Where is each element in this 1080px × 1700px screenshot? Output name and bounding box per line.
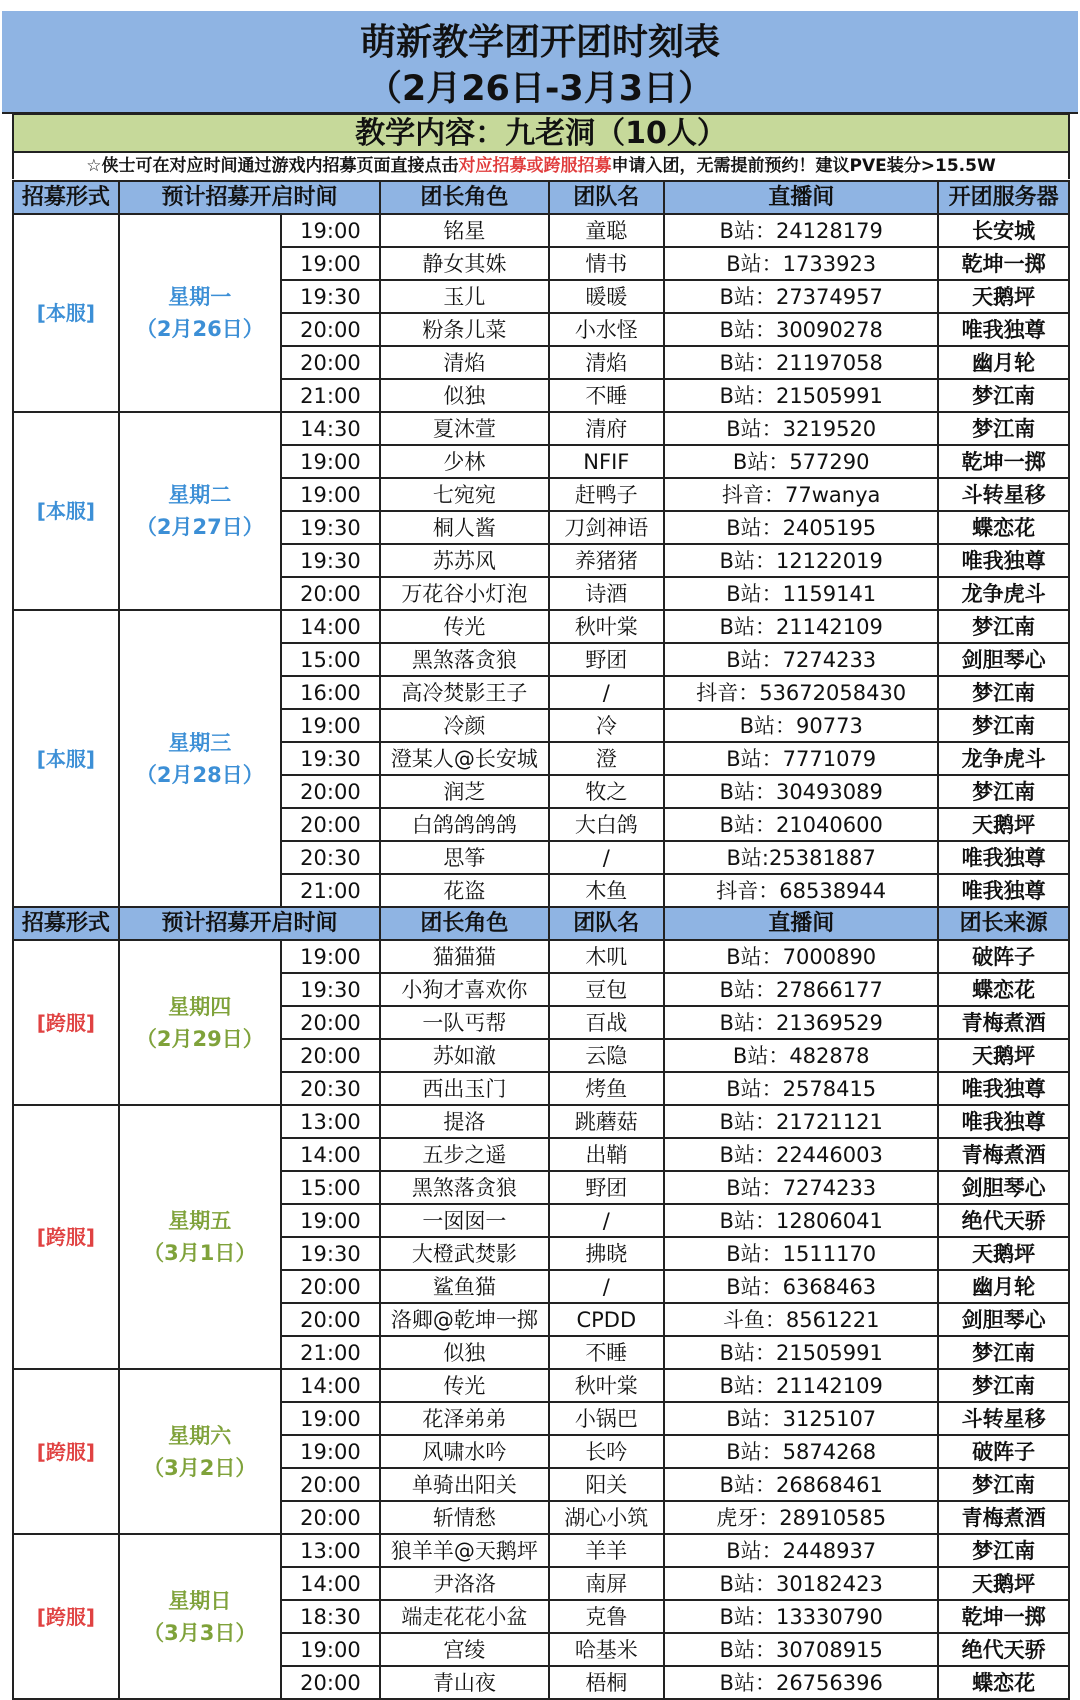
leader-cell: 桐人酱	[380, 511, 548, 544]
stream-cell: B站：13330790	[664, 1600, 938, 1633]
leader-cell: 黑煞落贪狼	[380, 643, 548, 676]
time-cell: 19:00	[281, 940, 380, 973]
team-cell: 出鞘	[549, 1138, 665, 1171]
leader-cell: 静女其姝	[380, 247, 548, 280]
stream-cell: 抖音：68538944	[664, 874, 938, 907]
stream-cell: B站：21142109	[664, 1369, 938, 1402]
team-cell: 清焰	[549, 346, 665, 379]
time-cell: 15:00	[281, 643, 380, 676]
date-range: （2月26日-3月3日）	[366, 69, 714, 109]
team-cell: 养猪猪	[549, 544, 665, 577]
weekday-cell	[119, 610, 281, 907]
server-cell: 天鹅坪	[938, 1237, 1069, 1270]
server-cell: 破阵子	[938, 1435, 1069, 1468]
leader-cell: 小狗才喜欢你	[380, 973, 548, 1006]
server-cell: 梦江南	[938, 412, 1069, 445]
leader-cell: 单骑出阳关	[380, 1468, 548, 1501]
leader-cell: 端走花花小盆	[380, 1600, 548, 1633]
table-row	[13, 940, 1069, 973]
team-cell: 羊羊	[549, 1534, 665, 1567]
leader-cell: 澄某人@长安城	[380, 742, 548, 775]
notice-suffix: 申请入团，无需提前预约！建议PVE装分>15.5W	[611, 156, 996, 176]
time-cell: 19:00	[281, 247, 380, 280]
leader-cell: 斩情愁	[380, 1501, 548, 1534]
time-cell: 19:00	[281, 1204, 380, 1237]
leader-cell: 白鸽鸽鸽鸽	[380, 808, 548, 841]
table-row	[13, 412, 1069, 445]
table-row	[13, 1105, 1069, 1138]
stream-cell: B站：30493089	[664, 775, 938, 808]
leader-cell: 五步之遥	[380, 1138, 548, 1171]
team-cell: /	[549, 841, 665, 874]
subject-bar: 教学内容：九老洞（10人）	[12, 113, 1070, 153]
recruit-type-cell: [跨服]	[13, 1369, 119, 1534]
weekday-date: （2月29日）	[135, 1026, 264, 1051]
stream-cell: B站：21721121	[664, 1105, 938, 1138]
header-row	[13, 907, 1069, 940]
header-server: 团长来源	[938, 907, 1069, 940]
server-cell: 青梅煮酒	[938, 1501, 1069, 1534]
time-cell: 20:00	[281, 577, 380, 610]
leader-cell: 夏沐萱	[380, 412, 548, 445]
stream-cell: B站：2578415	[664, 1072, 938, 1105]
server-cell: 梦江南	[938, 1468, 1069, 1501]
weekday-date: （3月2日）	[143, 1455, 257, 1480]
server-cell: 天鹅坪	[938, 280, 1069, 313]
time-cell: 21:00	[281, 379, 380, 412]
notice-highlight: 对应招募或跨服招募	[458, 156, 612, 176]
leader-cell: 七宛宛	[380, 478, 548, 511]
stream-cell: B站：1733923	[664, 247, 938, 280]
leader-cell: 冷颜	[380, 709, 548, 742]
weekday-cell	[119, 1105, 281, 1369]
stream-cell: B站：22446003	[664, 1138, 938, 1171]
stream-cell: B站：21040600	[664, 808, 938, 841]
leader-cell: 鲨鱼猫	[380, 1270, 548, 1303]
weekday-label: 星期三	[168, 730, 232, 755]
leader-cell: 万花谷小灯泡	[380, 577, 548, 610]
server-cell: 长安城	[938, 214, 1069, 247]
recruit-type-cell: [本服]	[13, 412, 119, 610]
server-cell: 龙争虎斗	[938, 742, 1069, 775]
stream-cell: B站：30182423	[664, 1567, 938, 1600]
header-type: 招募形式	[13, 181, 119, 214]
team-cell: 野团	[549, 643, 665, 676]
leader-cell: 苏苏风	[380, 544, 548, 577]
weekday-label: 星期一	[168, 285, 232, 309]
team-cell: 不睡	[549, 1336, 665, 1369]
server-cell: 斗转星移	[938, 1402, 1069, 1435]
time-cell: 20:30	[281, 841, 380, 874]
notice-bar	[12, 153, 1070, 179]
team-cell: 秋叶棠	[549, 1369, 665, 1402]
server-cell: 天鹅坪	[938, 1567, 1069, 1600]
time-cell: 14:00	[281, 1138, 380, 1171]
leader-cell: 一囡囡一	[380, 1204, 548, 1237]
leader-cell: 洛卿@乾坤一掷	[380, 1303, 548, 1336]
time-cell: 20:00	[281, 808, 380, 841]
team-cell: 小水怪	[549, 313, 665, 346]
time-cell: 20:00	[281, 775, 380, 808]
team-cell: 清府	[549, 412, 665, 445]
server-cell: 龙争虎斗	[938, 577, 1069, 610]
server-cell: 破阵子	[938, 940, 1069, 973]
team-cell: 跳蘑菇	[549, 1105, 665, 1138]
team-cell: 不睡	[549, 379, 665, 412]
team-cell: /	[549, 676, 665, 709]
leader-cell: 尹洛洛	[380, 1567, 548, 1600]
leader-cell: 清焰	[380, 346, 548, 379]
server-cell: 梦江南	[938, 775, 1069, 808]
weekday-date: （2月28日）	[135, 762, 264, 787]
leader-cell: 少林	[380, 445, 548, 478]
server-cell: 绝代天骄	[938, 1204, 1069, 1237]
time-cell: 14:30	[281, 412, 380, 445]
stream-cell: B站：5874268	[664, 1435, 938, 1468]
server-cell: 唯我独尊	[938, 1072, 1069, 1105]
time-cell: 19:30	[281, 973, 380, 1006]
team-cell: 南屏	[549, 1567, 665, 1600]
time-cell: 13:00	[281, 1105, 380, 1138]
team-cell: 梧桐	[549, 1666, 665, 1699]
server-cell: 梦江南	[938, 1369, 1069, 1402]
server-cell: 蝶恋花	[938, 973, 1069, 1006]
weekday-cell	[119, 1369, 281, 1534]
header-type: 招募形式	[13, 907, 119, 940]
server-cell: 梦江南	[938, 1336, 1069, 1369]
header-server: 开团服务器	[938, 181, 1069, 214]
table-row	[13, 610, 1069, 643]
team-cell: 牧之	[549, 775, 665, 808]
leader-cell: 一队丐帮	[380, 1006, 548, 1039]
server-cell: 乾坤一掷	[938, 1600, 1069, 1633]
leader-cell: 宫绫	[380, 1633, 548, 1666]
time-cell: 18:30	[281, 1600, 380, 1633]
team-cell: /	[549, 1204, 665, 1237]
table-row	[13, 1369, 1069, 1402]
server-cell: 唯我独尊	[938, 874, 1069, 907]
time-cell: 21:00	[281, 1336, 380, 1369]
time-cell: 20:00	[281, 313, 380, 346]
header-banner	[2, 11, 1078, 114]
stream-cell: B站：12806041	[664, 1204, 938, 1237]
stream-cell: B站：12122019	[664, 544, 938, 577]
stream-cell: B站：30090278	[664, 313, 938, 346]
stream-cell: B站:25381887	[664, 841, 938, 874]
time-cell: 21:00	[281, 874, 380, 907]
team-cell: 暖暖	[549, 280, 665, 313]
team-cell: 克鲁	[549, 1600, 665, 1633]
header-row	[13, 181, 1069, 214]
time-cell: 20:00	[281, 346, 380, 379]
stream-cell: B站：577290	[664, 445, 938, 478]
leader-cell: 西出玉门	[380, 1072, 548, 1105]
server-cell: 剑胆琴心	[938, 643, 1069, 676]
time-cell: 19:00	[281, 1402, 380, 1435]
recruit-type-cell: [本服]	[13, 610, 119, 907]
server-cell: 梦江南	[938, 610, 1069, 643]
recruit-type-cell: [本服]	[13, 214, 119, 412]
time-cell: 20:30	[281, 1072, 380, 1105]
time-cell: 19:00	[281, 214, 380, 247]
weekday-date: （3月1日）	[143, 1241, 257, 1265]
weekday-cell	[119, 214, 281, 412]
time-cell: 19:00	[281, 478, 380, 511]
weekday-label: 星期四	[168, 994, 232, 1019]
stream-cell: B站：21369529	[664, 1006, 938, 1039]
leader-cell: 玉儿	[380, 280, 548, 313]
notice-prefix: ☆侠士可在对应时间通过游戏内招募页面直接点击	[86, 156, 459, 176]
server-cell: 蝶恋花	[938, 511, 1069, 544]
server-cell: 梦江南	[938, 709, 1069, 742]
header-leader: 团长角色	[380, 907, 548, 940]
schedule-table	[12, 180, 1070, 1700]
server-cell: 唯我独尊	[938, 313, 1069, 346]
page-title: 萌新教学团开团时刻表	[359, 22, 720, 63]
weekday-date: （2月26日）	[135, 317, 264, 341]
stream-cell: B站：6368463	[664, 1270, 938, 1303]
stream-cell: B站：3125107	[664, 1402, 938, 1435]
stream-cell: B站：27866177	[664, 973, 938, 1006]
header-time: 预计招募开启时间	[119, 907, 380, 940]
server-cell: 青梅煮酒	[938, 1006, 1069, 1039]
team-cell: 童聪	[549, 214, 665, 247]
stream-cell: B站：2405195	[664, 511, 938, 544]
leader-cell: 似独	[380, 1336, 548, 1369]
leader-cell: 铭星	[380, 214, 548, 247]
time-cell: 20:00	[281, 1303, 380, 1336]
team-cell: 长吟	[549, 1435, 665, 1468]
team-cell: 澄	[549, 742, 665, 775]
team-cell: 木鱼	[549, 874, 665, 907]
stream-cell: B站：21142109	[664, 610, 938, 643]
stream-cell: B站：2448937	[664, 1534, 938, 1567]
server-cell: 蝶恋花	[938, 1666, 1069, 1699]
leader-cell: 提洛	[380, 1105, 548, 1138]
time-cell: 14:00	[281, 1369, 380, 1402]
stream-cell: 抖音：53672058430	[664, 676, 938, 709]
team-cell: 大白鸽	[549, 808, 665, 841]
time-cell: 20:00	[281, 1270, 380, 1303]
leader-cell: 花盗	[380, 874, 548, 907]
weekday-cell	[119, 940, 281, 1105]
stream-cell: 斗鱼：8561221	[664, 1303, 938, 1336]
recruit-type-cell: [跨服]	[13, 1534, 119, 1699]
server-cell: 绝代天骄	[938, 1633, 1069, 1666]
server-cell: 斗转星移	[938, 478, 1069, 511]
team-cell: 阳关	[549, 1468, 665, 1501]
time-cell: 19:30	[281, 511, 380, 544]
server-cell: 唯我独尊	[938, 1105, 1069, 1138]
schedule-body	[13, 181, 1069, 1699]
stream-cell: B站：7274233	[664, 643, 938, 676]
team-cell: CPDD	[549, 1303, 665, 1336]
server-cell: 梦江南	[938, 379, 1069, 412]
time-cell: 15:00	[281, 1171, 380, 1204]
time-cell: 13:00	[281, 1534, 380, 1567]
table-row	[13, 1534, 1069, 1567]
weekday-label: 星期日	[168, 1588, 232, 1613]
leader-cell: 粉条儿菜	[380, 313, 548, 346]
time-cell: 14:00	[281, 1567, 380, 1600]
stream-cell: B站：21197058	[664, 346, 938, 379]
leader-cell: 花泽弟弟	[380, 1402, 548, 1435]
stream-cell: B站：26868461	[664, 1468, 938, 1501]
team-cell: NFIF	[549, 445, 665, 478]
stream-cell: B站：7000890	[664, 940, 938, 973]
stream-cell: B站：24128179	[664, 214, 938, 247]
leader-cell: 青山夜	[380, 1666, 548, 1699]
stream-cell: B站：26756396	[664, 1666, 938, 1699]
team-cell: 百战	[549, 1006, 665, 1039]
leader-cell: 润芝	[380, 775, 548, 808]
team-cell: 豆包	[549, 973, 665, 1006]
server-cell: 剑胆琴心	[938, 1303, 1069, 1336]
header-team: 团队名	[549, 907, 665, 940]
team-cell: 情书	[549, 247, 665, 280]
stream-cell: 抖音：77wanya	[664, 478, 938, 511]
team-cell: 云隐	[549, 1039, 665, 1072]
time-cell: 16:00	[281, 676, 380, 709]
server-cell: 唯我独尊	[938, 841, 1069, 874]
time-cell: 20:00	[281, 1039, 380, 1072]
header-time: 预计招募开启时间	[119, 181, 380, 214]
server-cell: 青梅煮酒	[938, 1138, 1069, 1171]
server-cell: 幽月轮	[938, 1270, 1069, 1303]
server-cell: 乾坤一掷	[938, 445, 1069, 478]
stream-cell: B站：482878	[664, 1039, 938, 1072]
server-cell: 梦江南	[938, 1534, 1069, 1567]
leader-cell: 思筝	[380, 841, 548, 874]
stream-cell: B站：3219520	[664, 412, 938, 445]
leader-cell: 似独	[380, 379, 548, 412]
stream-cell: B站：27374957	[664, 280, 938, 313]
team-cell: 哈基米	[549, 1633, 665, 1666]
time-cell: 19:30	[281, 280, 380, 313]
leader-cell: 高冷焚影王子	[380, 676, 548, 709]
time-cell: 20:00	[281, 1666, 380, 1699]
team-cell: 赶鸭子	[549, 478, 665, 511]
recruit-type-cell: [跨服]	[13, 940, 119, 1105]
team-cell: 小锅巴	[549, 1402, 665, 1435]
server-cell: 幽月轮	[938, 346, 1069, 379]
server-cell: 天鹅坪	[938, 808, 1069, 841]
time-cell: 19:00	[281, 1633, 380, 1666]
stream-cell: B站：1511170	[664, 1237, 938, 1270]
team-cell: /	[549, 1270, 665, 1303]
stream-cell: 虎牙：28910585	[664, 1501, 938, 1534]
team-cell: 秋叶棠	[549, 610, 665, 643]
stream-cell: B站：21505991	[664, 379, 938, 412]
table-row	[13, 214, 1069, 247]
header-stream: 直播间	[664, 907, 938, 940]
time-cell: 19:30	[281, 742, 380, 775]
header-leader: 团长角色	[380, 181, 548, 214]
team-cell: 冷	[549, 709, 665, 742]
server-cell: 天鹅坪	[938, 1039, 1069, 1072]
leader-cell: 猫猫猫	[380, 940, 548, 973]
leader-cell: 大橙武焚影	[380, 1237, 548, 1270]
server-cell: 乾坤一掷	[938, 247, 1069, 280]
server-cell: 梦江南	[938, 676, 1069, 709]
header-team: 团队名	[549, 181, 665, 214]
leader-cell: 传光	[380, 610, 548, 643]
team-cell: 刀剑神语	[549, 511, 665, 544]
stream-cell: B站：1159141	[664, 577, 938, 610]
team-cell: 湖心小筑	[549, 1501, 665, 1534]
time-cell: 20:00	[281, 1501, 380, 1534]
weekday-label: 星期五	[168, 1209, 232, 1233]
time-cell: 20:00	[281, 1006, 380, 1039]
team-cell: 诗酒	[549, 577, 665, 610]
stream-cell: B站：30708915	[664, 1633, 938, 1666]
team-cell: 木叽	[549, 940, 665, 973]
weekday-cell	[119, 1534, 281, 1699]
time-cell: 19:00	[281, 709, 380, 742]
team-cell: 拂晓	[549, 1237, 665, 1270]
stream-cell: B站：90773	[664, 709, 938, 742]
server-cell: 唯我独尊	[938, 544, 1069, 577]
team-cell: 烤鱼	[549, 1072, 665, 1105]
leader-cell: 传光	[380, 1369, 548, 1402]
recruit-type-cell: [跨服]	[13, 1105, 119, 1369]
time-cell: 19:00	[281, 1435, 380, 1468]
stream-cell: B站：7274233	[664, 1171, 938, 1204]
time-cell: 20:00	[281, 1468, 380, 1501]
time-cell: 19:00	[281, 445, 380, 478]
leader-cell: 狼羊羊@天鹅坪	[380, 1534, 548, 1567]
team-cell: 野团	[549, 1171, 665, 1204]
weekday-label: 星期二	[168, 483, 232, 507]
leader-cell: 黑煞落贪狼	[380, 1171, 548, 1204]
weekday-cell	[119, 412, 281, 610]
stream-cell: B站：21505991	[664, 1336, 938, 1369]
time-cell: 19:30	[281, 544, 380, 577]
header-stream: 直播间	[664, 181, 938, 214]
leader-cell: 风啸水吟	[380, 1435, 548, 1468]
time-cell: 19:30	[281, 1237, 380, 1270]
server-cell: 剑胆琴心	[938, 1171, 1069, 1204]
leader-cell: 苏如澈	[380, 1039, 548, 1072]
stream-cell: B站：7771079	[664, 742, 938, 775]
weekday-label: 星期六	[168, 1423, 232, 1448]
time-cell: 14:00	[281, 610, 380, 643]
weekday-date: （2月27日）	[135, 515, 264, 539]
weekday-date: （3月3日）	[143, 1620, 257, 1645]
